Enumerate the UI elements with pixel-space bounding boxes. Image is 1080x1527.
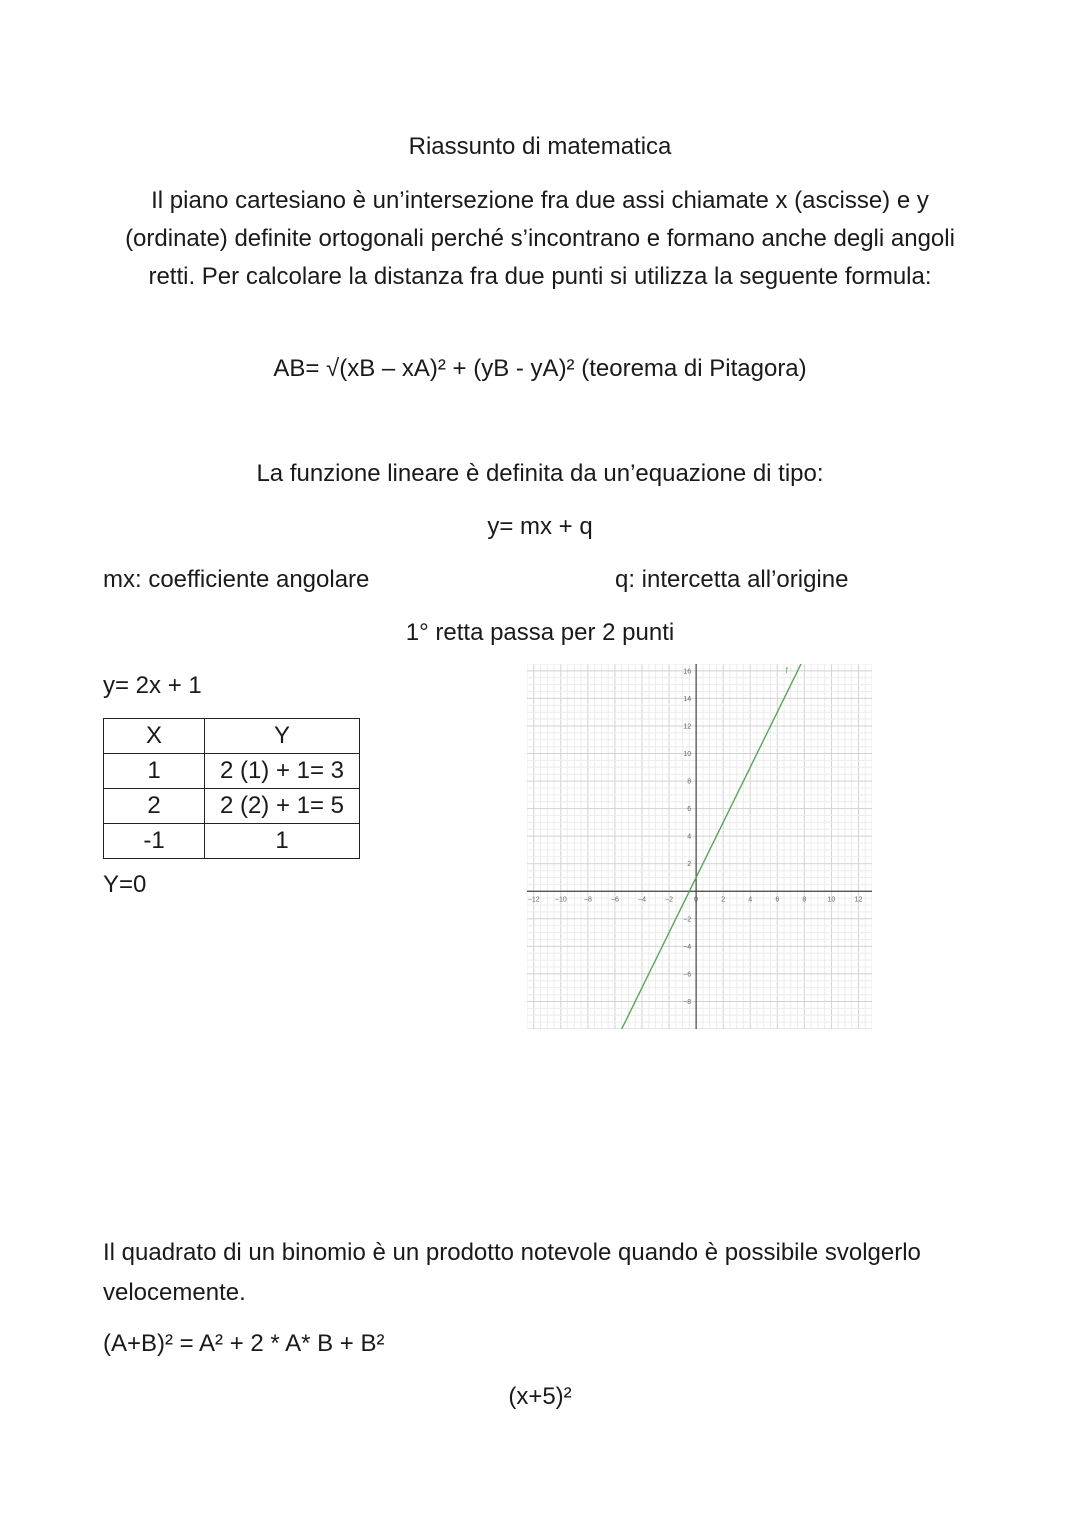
y-tick-label: −4 xyxy=(683,943,692,951)
x-tick-label: −10 xyxy=(554,896,567,904)
table-header-row xyxy=(104,719,360,754)
y-tick-label: 12 xyxy=(683,723,692,731)
x-tick-label: −4 xyxy=(638,896,646,904)
y-tick-label: 8 xyxy=(687,778,692,786)
y-tick-label: −8 xyxy=(683,998,692,1006)
binomial-formula: (A+B)² = A² + 2 * A* B + B² xyxy=(103,1330,385,1357)
linear-equation: y= mx + q xyxy=(487,513,593,540)
table-row xyxy=(104,789,360,824)
function-graph xyxy=(527,664,872,1029)
page-title: Riassunto di matematica xyxy=(408,133,672,160)
table-cell-y: 2 (2) + 1= 5 xyxy=(205,789,360,824)
table-cell-y: 1 xyxy=(205,824,360,859)
q-definition: q: intercetta all’origine xyxy=(615,566,849,593)
binomial-paragraph: Il quadrato di un binomio è un prodotto notevole quando è possibile svolgerlo velocemente. xyxy=(103,1239,921,1306)
y-tick-label: 4 xyxy=(687,833,692,841)
y-tick-label: 2 xyxy=(687,861,692,869)
table-cell-x: 1 xyxy=(104,754,205,789)
x-tick-label: −6 xyxy=(610,896,619,904)
m-definition: mx: coefficiente angolare xyxy=(103,566,370,593)
table-cell-y: 2 (1) + 1= 3 xyxy=(205,754,360,789)
x-tick-label: 4 xyxy=(748,896,753,904)
x-tick-label: −8 xyxy=(583,896,592,904)
y-tick-label: 10 xyxy=(683,751,692,759)
y-tick-label: 6 xyxy=(687,806,692,814)
below-table-note: Y=0 xyxy=(103,871,147,898)
values-table xyxy=(103,718,360,859)
x-tick-label: 0 xyxy=(694,896,699,904)
table-row xyxy=(104,754,360,789)
y-tick-label: −6 xyxy=(683,971,692,979)
intro-paragraph: Il piano cartesiano è un’intersezione fra due assi chiamate x (ascisse) e y (ordinate) definite ortogonali perché s’incontrano e formano anche degli angoli retti. Per calcolare la distanza fra due punti si utilizza la seguente formula: xyxy=(125,187,955,290)
x-tick-label: 2 xyxy=(721,896,726,904)
table-cell-x: -1 xyxy=(104,824,205,859)
linear-intro: La funzione lineare è definita da un’equazione di tipo: xyxy=(256,460,824,487)
x-tick-label: 6 xyxy=(775,896,780,904)
table-row xyxy=(104,824,360,859)
x-tick-label: −12 xyxy=(527,896,540,904)
table-header-y: Y xyxy=(205,719,360,754)
x-tick-label: 12 xyxy=(854,896,863,904)
series-label: f xyxy=(785,665,788,675)
table-cell-x: 2 xyxy=(104,789,205,824)
x-tick-label: −2 xyxy=(665,896,674,904)
y-tick-label: −2 xyxy=(683,916,692,924)
x-tick-label: 8 xyxy=(802,896,807,904)
y-tick-label: 14 xyxy=(683,695,692,703)
x-tick-label: 10 xyxy=(827,896,836,904)
section-subtitle: 1° retta passa per 2 punti xyxy=(405,619,675,646)
binomial-example: (x+5)² xyxy=(508,1383,572,1410)
y-tick-label: 16 xyxy=(683,668,692,676)
table-header-x: X xyxy=(104,719,205,754)
distance-formula: AB= √(xB – xA)² + (yB - yA)² (teorema di Pitagora) xyxy=(273,355,807,382)
chart-grid xyxy=(527,664,872,1029)
example-equation: y= 2x + 1 xyxy=(103,672,202,699)
